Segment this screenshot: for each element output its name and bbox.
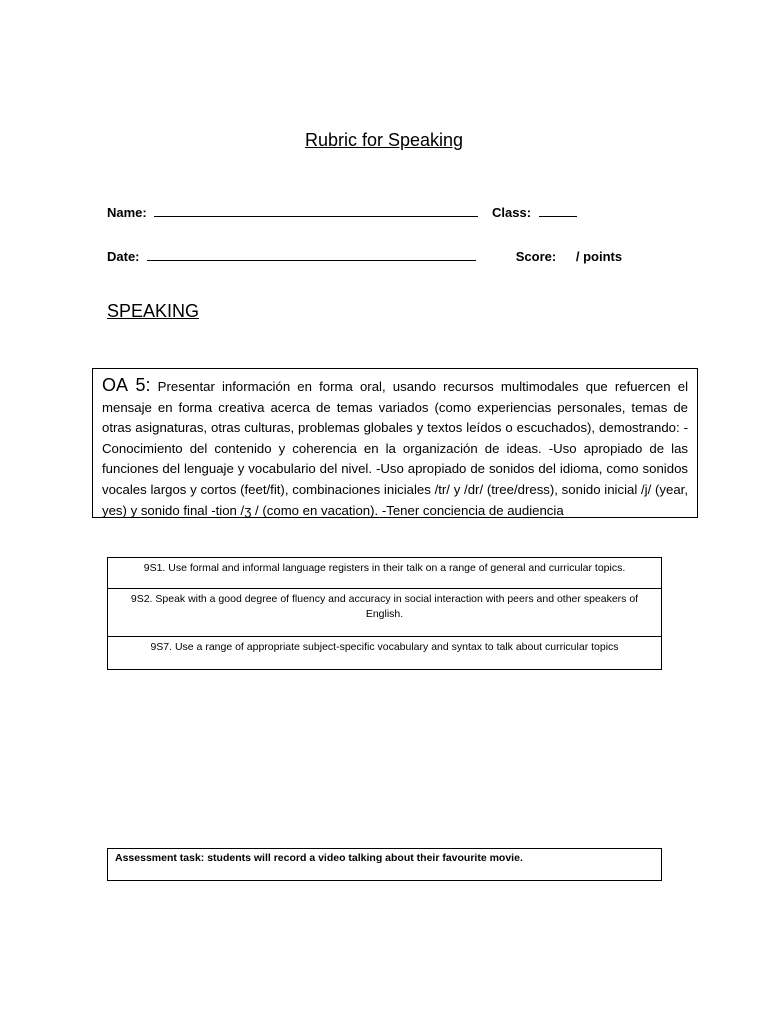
date-blank-line[interactable]	[147, 249, 476, 261]
class-blank-line[interactable]	[539, 205, 577, 217]
standard-cell: 9S2. Speak with a good degree of fluency and accuracy in social interaction with peers and other speakers of English.	[108, 589, 662, 637]
name-blank-line[interactable]	[154, 205, 478, 217]
objective-box	[92, 368, 698, 518]
name-class-row	[107, 205, 577, 220]
date-label: Date:	[107, 249, 140, 264]
objective-text: Presentar información en forma oral, usando recursos multimodales que refuercen el mensaje en forma creativa acerca de temas variados (como experiencias personales, temas de otras asignaturas, otras culturas, problemas globales y textos leídos o escuchados), demostrando: -Conocimiento del contenido y coherencia en la organización de ideas. -Uso apropiado de las funciones del lenguaje y vocabulario del nivel. -Uso apropiado de sonidos del idioma, como sonidos vocales largos y cortos (feet/fit), combinaciones iniciales /tr/ y /dr/ (tree/dress), sonido inicial /j/ (year, yes) y sonido final -tion /ʒ / (como en vacation). -Tener conciencia de audiencia	[102, 379, 688, 518]
date-score-row	[107, 249, 622, 264]
objective-content	[102, 375, 688, 518]
table-row	[108, 637, 662, 670]
standard-cell: 9S7. Use a range of appropriate subject-specific vocabulary and syntax to talk about curricular topics	[108, 637, 662, 670]
score-label: Score:	[515, 249, 557, 264]
objective-label: OA 5:	[102, 375, 151, 395]
name-label: Name:	[107, 205, 147, 220]
class-label: Class:	[492, 205, 532, 220]
document-title: Rubric for Speaking	[304, 130, 464, 150]
standard-cell: 9S1. Use formal and informal language registers in their talk on a range of general and curricular topics.	[108, 558, 662, 589]
assessment-task-box: Assessment task: students will record a video talking about their favourite movie.	[107, 848, 662, 881]
standards-table	[107, 557, 662, 670]
section-heading: SPEAKING	[107, 301, 200, 321]
points-label: / points	[575, 249, 623, 264]
table-row	[108, 558, 662, 589]
table-row	[108, 589, 662, 637]
